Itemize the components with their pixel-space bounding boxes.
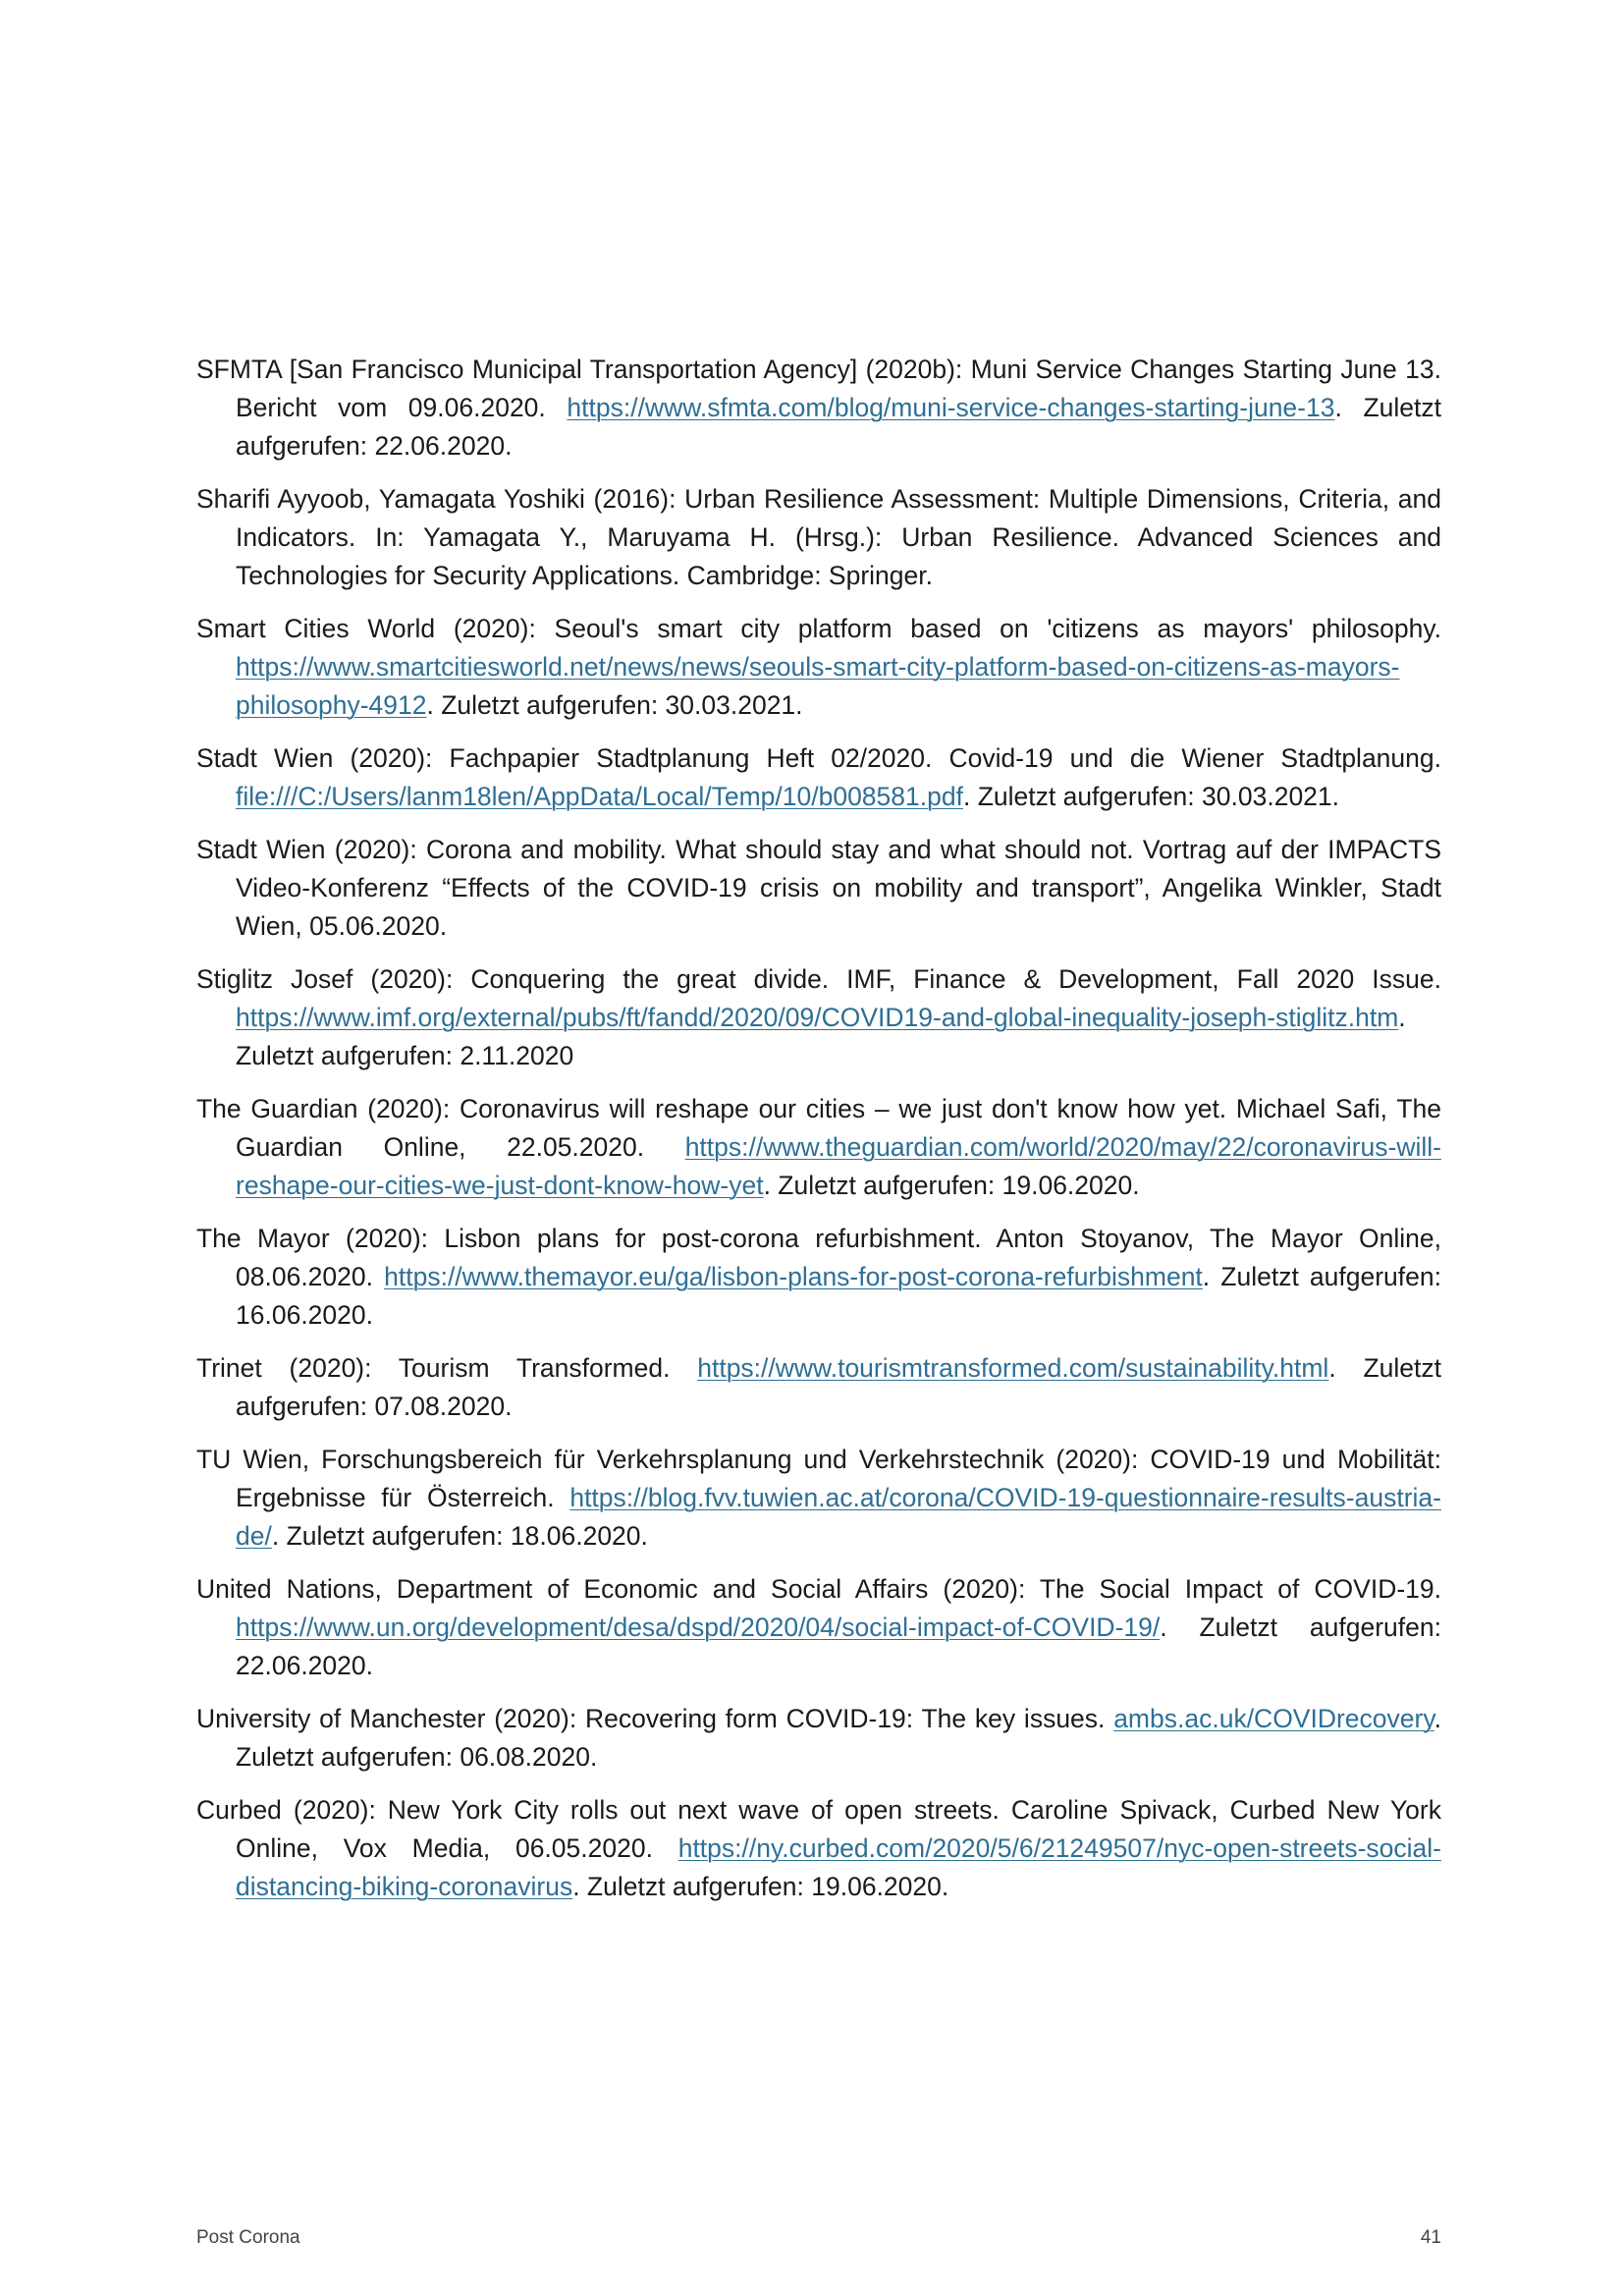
reference-accessed: . Zuletzt aufgerufen: 18.06.2020. xyxy=(271,1521,648,1551)
reference-accessed: . Zuletzt aufgerufen: 06.08.2020. xyxy=(236,1704,1441,1772)
reference-list xyxy=(196,351,1441,1921)
reference-link[interactable]: ambs.ac.uk/COVIDrecovery xyxy=(1113,1704,1434,1733)
reference-accessed: . Zuletzt aufgerufen: 19.06.2020. xyxy=(763,1171,1140,1200)
reference-accessed: . Zuletzt aufgerufen: 16.06.2020. xyxy=(236,1262,1441,1330)
reference-text: University of Manchester (2020): Recovering form COVID-19: The key issues. xyxy=(196,1704,1114,1733)
reference-link[interactable]: https://www.imf.org/external/pubs/ft/fandd/2020/09/COVID19-and-global-inequality-joseph-stiglitz.htm xyxy=(236,1003,1399,1032)
reference-link[interactable]: https://ny.curbed.com/2020/5/6/21249507/nyc-open-streets-social-distancing-biking-coronavirus xyxy=(236,1833,1441,1901)
reference-accessed: . Zuletzt aufgerufen: 19.06.2020. xyxy=(572,1872,949,1901)
reference-text: SFMTA [San Francisco Municipal Transportation Agency] (2020b): Muni Service Changes Starting June 13. Bericht vom 09.06.2020. xyxy=(196,355,1441,422)
reference-entry xyxy=(196,1570,1441,1685)
reference-link[interactable]: https://blog.fvv.tuwien.ac.at/corona/COVID-19-questionnaire-results-austria-de/ xyxy=(236,1483,1441,1551)
reference-text: United Nations, Department of Economic and Social Affairs (2020): The Social Impact of COVID-19. xyxy=(196,1574,1441,1604)
reference-accessed: . Zuletzt aufgerufen: 22.06.2020. xyxy=(236,1613,1441,1680)
reference-accessed: . Zuletzt aufgerufen: 07.08.2020. xyxy=(236,1353,1441,1421)
reference-accessed: . Zuletzt aufgerufen: 30.03.2021. xyxy=(962,782,1340,811)
reference-entry xyxy=(196,960,1441,1075)
reference-link[interactable]: https://www.smartcitiesworld.net/news/news/seouls-smart-city-platform-based-on-citizens-as-mayors-philosophy-4912 xyxy=(236,652,1400,720)
reference-text: Smart Cities World (2020): Seoul's smart city platform based on 'citizens as mayors' philosophy. xyxy=(196,614,1441,643)
reference-text: TU Wien, Forschungsbereich für Verkehrsplanung und Verkehrstechnik (2020): COVID-19 und Mobilität: Ergebnisse für Österreich. xyxy=(196,1445,1441,1512)
reference-entry xyxy=(196,351,1441,465)
reference-text: The Mayor (2020): Lisbon plans for post-corona refurbishment. Anton Stoyanov, The Mayor Online, 08.06.2020. xyxy=(196,1224,1441,1291)
reference-entry xyxy=(196,739,1441,816)
page-number: 41 xyxy=(1420,2227,1441,2248)
reference-entry xyxy=(196,1441,1441,1556)
reference-accessed: . Zuletzt aufgerufen: 22.06.2020. xyxy=(236,393,1441,461)
reference-text: Stadt Wien (2020): Fachpapier Stadtplanung Heft 02/2020. Covid-19 und die Wiener Stadtplanung. xyxy=(196,743,1441,773)
reference-entry xyxy=(196,1220,1441,1335)
reference-entry xyxy=(196,1090,1441,1205)
reference-link[interactable]: https://www.sfmta.com/blog/muni-service-changes-starting-june-13 xyxy=(567,393,1335,422)
reference-text: Curbed (2020): New York City rolls out next wave of open streets. Caroline Spivack, Curbed New York Online, Vox Media, 06.05.2020. xyxy=(196,1795,1441,1863)
reference-text: The Guardian (2020): Coronavirus will reshape our cities – we just don't know how yet. Michael Safi, The Guardian Online, 22.05.2020. xyxy=(196,1094,1441,1162)
reference-link[interactable]: https://www.un.org/development/desa/dspd/2020/04/social-impact-of-COVID-19/ xyxy=(236,1613,1161,1642)
reference-entry xyxy=(196,610,1441,725)
reference-entry xyxy=(196,831,1441,946)
reference-text: Stadt Wien (2020): Corona and mobility. What should stay and what should not. Vortrag auf der IMPACTS Video-Konferenz “Effects of the COVID-19 crisis on mobility and transport”, Angelika Winkler, Stadt Wien, 05.06.2020. xyxy=(196,835,1441,941)
reference-accessed: . Zuletzt aufgerufen: 30.03.2021. xyxy=(426,690,803,720)
reference-accessed: . Zuletzt aufgerufen: 2.11.2020 xyxy=(236,1003,1406,1070)
reference-text: Sharifi Ayyoob, Yamagata Yoshiki (2016): Urban Resilience Assessment: Multiple Dimensions, Criteria, and Indicators. In: Yamagata Y., Maruyama H. (Hrsg.): Urban Resilience. Advanced Sciences and Technologies for Security Applications. Cambridge: Springer. xyxy=(196,484,1441,590)
reference-entry xyxy=(196,1700,1441,1777)
reference-link[interactable]: https://www.tourismtransformed.com/sustainability.html xyxy=(697,1353,1329,1383)
reference-link[interactable]: file:///C:/Users/lanm18len/AppData/Local/Temp/10/b008581.pdf xyxy=(236,782,963,811)
reference-link[interactable]: https://www.themayor.eu/ga/lisbon-plans-for-post-corona-refurbishment xyxy=(384,1262,1203,1291)
reference-link[interactable]: https://www.theguardian.com/world/2020/may/22/coronavirus-will-reshape-our-cities-we-just-dont-know-how-yet xyxy=(236,1132,1441,1200)
reference-entry xyxy=(196,1791,1441,1906)
reference-entry xyxy=(196,480,1441,595)
reference-text: Trinet (2020): Tourism Transformed. xyxy=(196,1353,698,1383)
reference-text: Stiglitz Josef (2020): Conquering the great divide. IMF, Finance & Development, Fall 2020 Issue. xyxy=(196,964,1441,994)
footer-title: Post Corona xyxy=(196,2227,300,2248)
reference-entry xyxy=(196,1349,1441,1426)
